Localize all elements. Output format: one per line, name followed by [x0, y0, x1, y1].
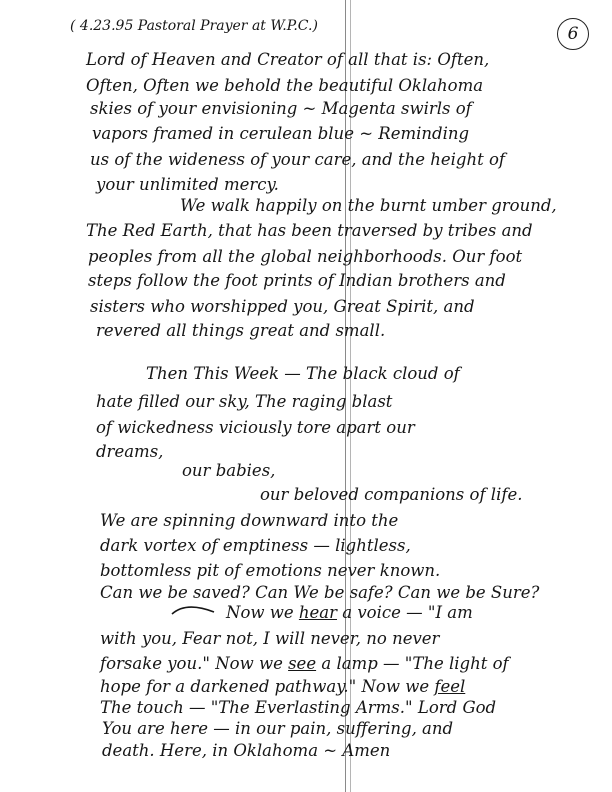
prayer-line: your unlimited mercy. [96, 175, 279, 194]
prayer-line: sisters who worshipped you, Great Spirit, and [90, 297, 475, 316]
prayer-line: forsake you." Now we see a lamp — "The light of [100, 654, 509, 673]
emphasis-see: see [288, 654, 317, 673]
emphasis-feel: feel [434, 677, 466, 696]
prayer-line: peoples from all the global neighborhoods. Our foot [88, 247, 523, 266]
prayer-line: dreams, [96, 442, 164, 461]
prayer-line: The touch — "The Everlasting Arms." Lord God [100, 698, 497, 717]
prayer-line: Often, Often we behold the beautiful Oklahoma [86, 76, 484, 95]
prayer-line: dark vortex of emptiness — lightless, [100, 536, 411, 555]
prayer-line: bottomless pit of emotions never known. [100, 561, 441, 580]
prayer-line: our beloved companions of life. [260, 485, 523, 504]
prayer-line: vapors framed in cerulean blue ~ Reminding [92, 124, 470, 143]
prayer-line: hope for a darkened pathway." Now we feel [100, 677, 466, 696]
prayer-line: We walk happily on the burnt umber ground, [180, 196, 557, 215]
prayer-line: The Red Earth, that has been traversed by tribes and [86, 221, 533, 240]
prayer-line: Can we be saved? Can We be safe? Can we be Sure? [100, 583, 540, 602]
prayer-line: death. Here, in Oklahoma ~ Amen [102, 741, 391, 760]
prayer-line: Lord of Heaven and Creator of all that is: Often, [86, 50, 490, 69]
prayer-line: hate filled our sky, The raging blast [96, 392, 393, 411]
page-number-circle: 6 [557, 18, 589, 50]
prayer-line: with you, Fear not, I will never, no never [100, 629, 440, 648]
prayer-line: our babies, [182, 461, 276, 480]
prayer-line: steps follow the foot prints of Indian brothers and [88, 271, 506, 290]
prayer-line: You are here — in our pain, suffering, and [102, 719, 454, 738]
prayer-line: skies of your envisioning ~ Magenta swirls of [90, 99, 472, 118]
prayer-line: Now we hear a voice — "I am [226, 603, 473, 622]
prayer-line: us of the wideness of your care, and the height of [90, 150, 506, 169]
prayer-line: revered all things great and small. [96, 321, 386, 340]
flourish-mark [170, 603, 216, 617]
emphasis-hear: hear [298, 603, 338, 622]
page-header: ( 4.23.95 Pastoral Prayer at W.P.C.) [70, 18, 318, 34]
prayer-line: of wickedness viciously tore apart our [96, 418, 415, 437]
prayer-line: Then This Week — The black cloud of [146, 364, 460, 383]
prayer-line: We are spinning downward into the [100, 511, 399, 530]
